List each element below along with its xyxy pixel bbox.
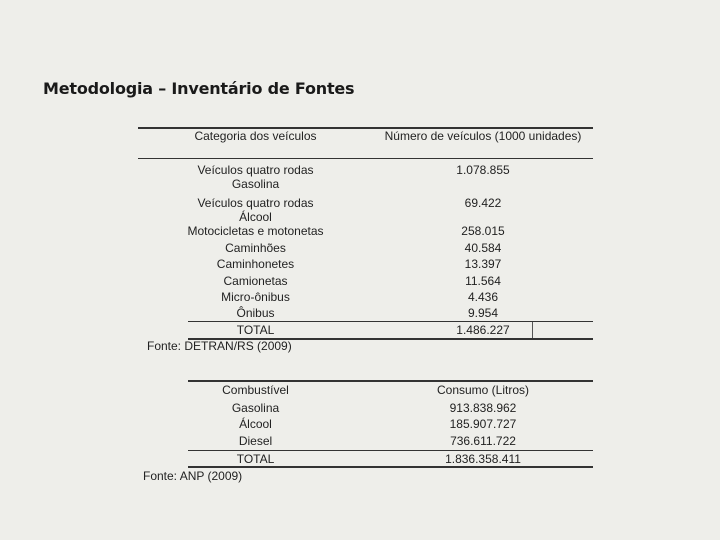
fuel-row-value: 736.611.722 xyxy=(450,434,516,448)
fuel-total-top-rule xyxy=(188,450,593,451)
fuel-row-name: Diesel xyxy=(238,434,273,448)
fuel-source: Fonte: ANP (2009) xyxy=(143,469,243,483)
fuel-table-bottom-rule xyxy=(188,466,593,468)
column-divider xyxy=(532,322,533,338)
row-value: 69.422 xyxy=(464,196,502,210)
fuel-row-value: 185.907.727 xyxy=(449,417,517,431)
row-category: Ônibus xyxy=(236,306,275,320)
row-value: 258.015 xyxy=(461,224,505,238)
fuel-row-name: Gasolina xyxy=(231,401,280,415)
header-categoria: Categoria dos veículos xyxy=(194,129,317,143)
row-subcategory: Gasolina xyxy=(231,177,280,191)
total-value: 1.486.227 xyxy=(456,323,510,337)
header-combustivel: Combustível xyxy=(222,383,289,397)
fuel-row-name: Álcool xyxy=(239,417,272,431)
fuel-row-value: 913.838.962 xyxy=(449,401,517,415)
row-value: 1.078.855 xyxy=(456,163,510,177)
header-numero: Número de veículos (1000 unidades) xyxy=(384,129,582,143)
row-value: 9.954 xyxy=(467,306,499,320)
row-value: 13.397 xyxy=(464,257,502,271)
vehicles-source: Fonte: DETRAN/RS (2009) xyxy=(147,339,292,353)
header-bottom-rule xyxy=(138,158,593,159)
row-category: Micro-ônibus xyxy=(221,290,290,304)
row-value: 11.564 xyxy=(465,274,501,288)
row-category: Caminhonetes xyxy=(216,257,295,271)
total-label: TOTAL xyxy=(236,323,275,337)
row-category: Veículos quatro rodas xyxy=(197,163,314,177)
row-category: Motocicletas e motonetas xyxy=(187,224,324,238)
fuel-total-label: TOTAL xyxy=(236,452,275,466)
row-category: Camionetas xyxy=(223,274,288,288)
row-subcategory: Álcool xyxy=(239,210,272,224)
row-category: Veículos quatro rodas xyxy=(197,196,314,210)
header-consumo: Consumo (Litros) xyxy=(436,383,530,397)
fuel-total-value: 1.836.358.411 xyxy=(445,452,521,466)
row-value: 4.436 xyxy=(467,290,499,304)
fuel-table-top-rule xyxy=(188,380,593,382)
row-category: Caminhões xyxy=(225,241,286,255)
slide-title: Metodologia – Inventário de Fontes xyxy=(43,79,355,98)
row-value: 40.584 xyxy=(464,241,502,255)
